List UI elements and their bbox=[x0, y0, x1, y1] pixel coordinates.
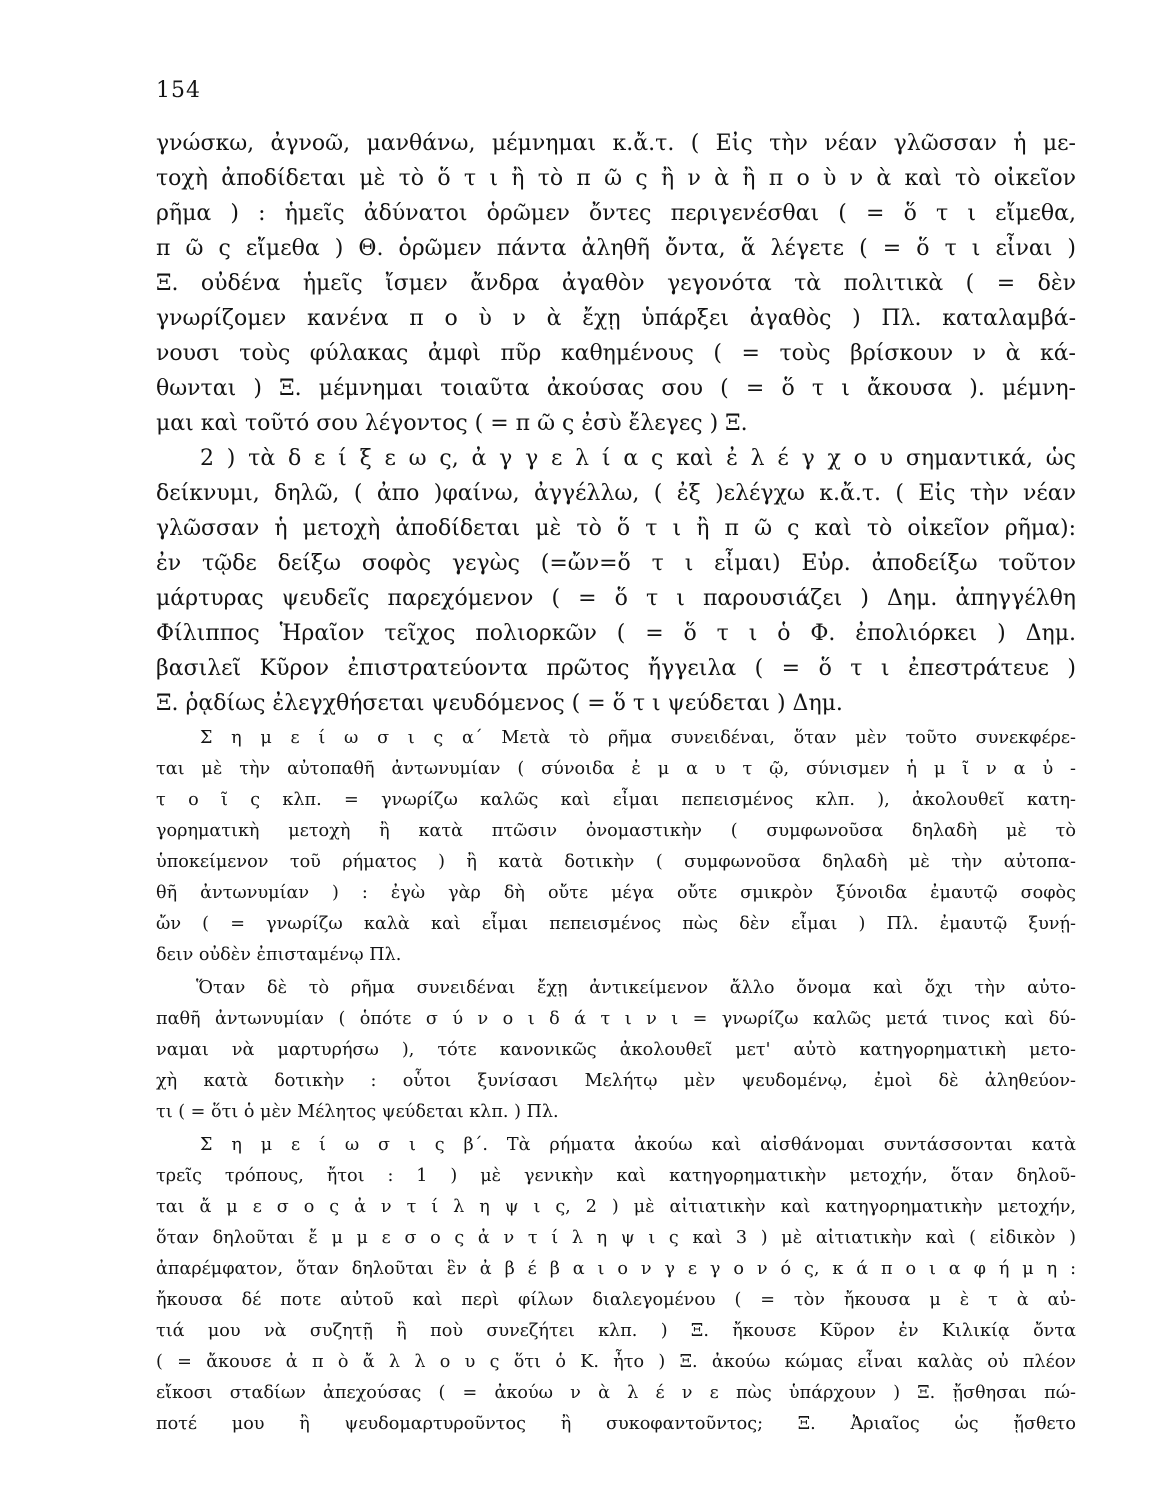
text-line: γνώσκω, ἀγνοῶ, μανθάνω, μέμνημαι κ.ἄ.τ. ( Εἰς τὴν νέαν γλῶσσαν ἡ με- bbox=[156, 131, 1076, 156]
text-line: τ ο ῖ ς κλπ. = γνωρίζω καλῶς καὶ εἶμαι πεπεισμένος κλπ. ), ἀκολουθεῖ κατη- bbox=[156, 790, 1076, 810]
text-line: δειν οὐδὲν ἐπισταμένῳ Πλ. bbox=[156, 945, 402, 965]
text-line: εἴκοσι σταδίων ἀπεχούσας ( = ἀκούω ν ὰ λ έ ν ε πὼς ὑπάρχουν ) Ξ. ᾔσθησαι πώ- bbox=[156, 1383, 1076, 1403]
text-line: Ξ. οὐδένα ἡμεῖς ἴσμεν ἄνδρα ἀγαθὸν γεγονότα τὰ πολιτικὰ ( = δὲν bbox=[156, 271, 1076, 296]
text-line: Σ η μ ε ί ω σ ι ς β΄. Τὰ ρήματα ἀκούω καὶ αἰσθάνομαι συντάσσονται κατὰ bbox=[200, 1135, 1076, 1155]
text-line: τοχὴ ἀποδίδεται μὲ τὸ ὅ τ ι ἢ τὸ π ῶ ς ἢ ν ὰ ἢ π ο ὺ ν ὰ καὶ τὸ οἰκεῖον bbox=[156, 166, 1076, 191]
text-line: ὑποκείμενον τοῦ ρήματος ) ἢ κατὰ δοτικὴν ( συμφωνοῦσα δηλαδὴ μὲ τὴν αὐτοπα- bbox=[156, 852, 1076, 872]
text-body bbox=[156, 126, 1076, 1440]
paragraph-2-demonstration-verbs bbox=[156, 441, 1076, 476]
text-line: ( = ἄκουσε ἀ π ὸ ἄ λ λ ο υ ς ὅτι ὁ Κ. ἦτο ) Ξ. ἀκούω κώμας εἶναι καλὰς οὐ πλέον bbox=[156, 1352, 1076, 1372]
text-line: νουσι τοὺς φύλακας ἀμφὶ πῦρ καθημένους ( = τοὺς βρίσκουν ν ὰ κά- bbox=[156, 341, 1076, 366]
text-line: γορηματικὴ μετοχὴ ἢ κατὰ πτῶσιν ὀνομαστικὴν ( συμφωνοῦσα δηλαδὴ μὲ τὸ bbox=[156, 821, 1076, 841]
text-line: παθῆ ἀντωνυμίαν ( ὁπότε σ ύ ν ο ι δ ά τ ι ν ι = γνωρίζω καλῶς μετά τινος καὶ δύ- bbox=[156, 1009, 1076, 1029]
text-line: π ῶ ς εἴμεθα ) Θ. ὁρῶμεν πάντα ἀληθῆ ὄντα, ἅ λέγετε ( = ὅ τ ι εἶναι ) bbox=[156, 236, 1076, 261]
text-line: ἤκουσα δέ ποτε αὐτοῦ καὶ περὶ φίλων διαλεγομένου ( = τὸν ἤκουσα μ ὲ τ ὰ αὐ- bbox=[156, 1290, 1076, 1310]
note-a-second-paragraph bbox=[156, 973, 1076, 1004]
text-line: Σ η μ ε ί ω σ ι ς α΄ Μετὰ τὸ ρῆμα συνειδέναι, ὅταν μὲν τοῦτο συνεκφέρε- bbox=[200, 728, 1076, 748]
text-line: ται μὲ τὴν αὐτοπαθῆ ἀντωνυμίαν ( σύνοιδα ἐ μ α υ τ ῷ, σύνισμεν ἡ μ ῖ ν α ὐ - bbox=[156, 759, 1076, 779]
paragraph-participle-verbs bbox=[156, 126, 1076, 441]
text-line: ὤν ( = γνωρίζω καλὰ καὶ εἶμαι πεπεισμένος πὼς δὲν εἶμαι ) Πλ. ἐμαυτῷ ξυνῄ- bbox=[156, 914, 1076, 934]
text-line: Ὅταν δὲ τὸ ρῆμα συνειδέναι ἔχῃ ἀντικείμενον ἄλλο ὄνομα καὶ ὄχι τὴν αὐτο- bbox=[196, 978, 1076, 998]
text-line: μαι καὶ τοῦτό σου λέγοντος ( = π ῶ ς ἐσὺ ἔλεγες ) Ξ. bbox=[156, 411, 748, 436]
text-line: ὅταν δηλοῦται ἔ μ μ ε σ ο ς ἀ ν τ ί λ η ψ ι ς καὶ 3 ) μὲ αἰτιατικὴν καὶ ( εἰδικὸν ) bbox=[156, 1228, 1076, 1248]
text-line: θωνται ) Ξ. μέμνημαι τοιαῦτα ἀκούσας σου ( = ὅ τ ι ἄκουσα ). μέμνη- bbox=[156, 376, 1076, 401]
text-line: γλῶσσαν ἡ μετοχὴ ἀποδίδεται μὲ τὸ ὅ τ ι ἢ π ῶ ς καὶ τὸ οἰκεῖον ρῆμα): bbox=[156, 516, 1076, 541]
text-line: ἐν τῷδε δείξω σοφὸς γεγὼς (=ὤν=ὅ τ ι εἶμαι) Εὐρ. ἀποδείξω τοῦτον bbox=[156, 551, 1076, 576]
text-line: μάρτυρας ψευδεῖς παρεχόμενον ( = ὅ τ ι παρουσιάζει ) Δημ. ἀπηγγέλθη bbox=[156, 586, 1076, 611]
note-a bbox=[156, 723, 1076, 754]
text-line: ται ἄ μ ε σ ο ς ἀ ν τ ί λ η ψ ι ς, 2 ) μὲ αἰτιατικὴν καὶ κατηγορηματικὴν μετοχήν, bbox=[156, 1197, 1076, 1217]
text-line: τι ( = ὅτι ὁ μὲν Μέλητος ψεύδεται κλπ. ) Πλ. bbox=[156, 1102, 559, 1122]
text-line: δείκνυμι, δηλῶ, ( ἀπο )φαίνω, ἀγγέλλω, ( ἐξ )ελέγχω κ.ἄ.τ. ( Εἰς τὴν νέαν bbox=[156, 481, 1076, 506]
text-line: ναμαι νὰ μαρτυρήσω ), τότε κανονικῶς ἀκολουθεῖ μετ' αὐτὸ κατηγορηματικὴ μετο- bbox=[156, 1040, 1076, 1060]
note-a-second-continued bbox=[156, 1004, 1076, 1128]
text-line: Φίλιππος Ἡραῖον τεῖχος πολιορκῶν ( = ὅ τ ι ὁ Φ. ἐπολιόρκει ) Δημ. bbox=[156, 621, 1076, 646]
text-line: βασιλεῖ Κῦρον ἐπιστρατεύοντα πρῶτος ἤγγειλα ( = ὅ τ ι ἐπεστράτευε ) bbox=[156, 656, 1076, 681]
text-line: θῆ ἀντωνυμίαν ) : ἐγὼ γὰρ δὴ οὔτε μέγα οὔτε σμικρὸν ξύνοιδα ἐμαυτῷ σοφὸς bbox=[156, 883, 1076, 903]
text-line: ρῆμα ) : ἡμεῖς ἀδύνατοι ὁρῶμεν ὄντες περιγενέσθαι ( = ὅ τ ι εἴμεθα, bbox=[156, 201, 1076, 226]
text-line: ποτέ μου ἢ ψευδομαρτυροῦντος ἢ συκοφαντοῦντος; Ξ. Ἀριαῖος ὡς ᾔσθετο bbox=[156, 1414, 1076, 1434]
text-line: Ξ. ῥᾳδίως ἐλεγχθήσεται ψευδόμενος ( = ὅ τ ι ψεύδεται ) Δημ. bbox=[156, 691, 843, 716]
text-line: 2 ) τὰ δ ε ί ξ ε ω ς, ἀ γ γ ε λ ί α ς καὶ ἐ λ έ γ χ ο υ σημαντικά, ὡς bbox=[200, 446, 1076, 471]
text-line: τιά μου νὰ συζητῇ ἢ ποὺ συνεζήτει κλπ. ) Ξ. ἤκουσε Κῦρον ἐν Κιλικίᾳ ὄντα bbox=[156, 1321, 1076, 1341]
text-line: χὴ κατὰ δοτικὴν : οὗτοι ξυνίσασι Μελήτῳ μὲν ψευδομένῳ, ἐμοὶ δὲ ἀληθεύον- bbox=[156, 1071, 1076, 1091]
paragraph-2-continued bbox=[156, 476, 1076, 721]
note-a-continued bbox=[156, 754, 1076, 971]
note-b bbox=[156, 1130, 1076, 1161]
text-line: ἀπαρέμφατον, ὅταν δηλοῦται ἓν ἀ β έ β α ι ο ν γ ε γ ο ν ό ς, κ ά π ο ι α φ ή μ η : bbox=[156, 1259, 1076, 1279]
text-line: γνωρίζομεν κανένα π ο ὺ ν ὰ ἔχῃ ὑπάρξει ἀγαθὸς ) Πλ. καταλαμβά- bbox=[156, 306, 1076, 331]
note-b-continued bbox=[156, 1161, 1076, 1440]
page-number: 154 bbox=[156, 78, 201, 103]
text-line: τρεῖς τρόπους, ἤτοι : 1 ) μὲ γενικὴν καὶ κατηγορηματικὴν μετοχήν, ὅταν δηλοῦ- bbox=[156, 1166, 1076, 1186]
